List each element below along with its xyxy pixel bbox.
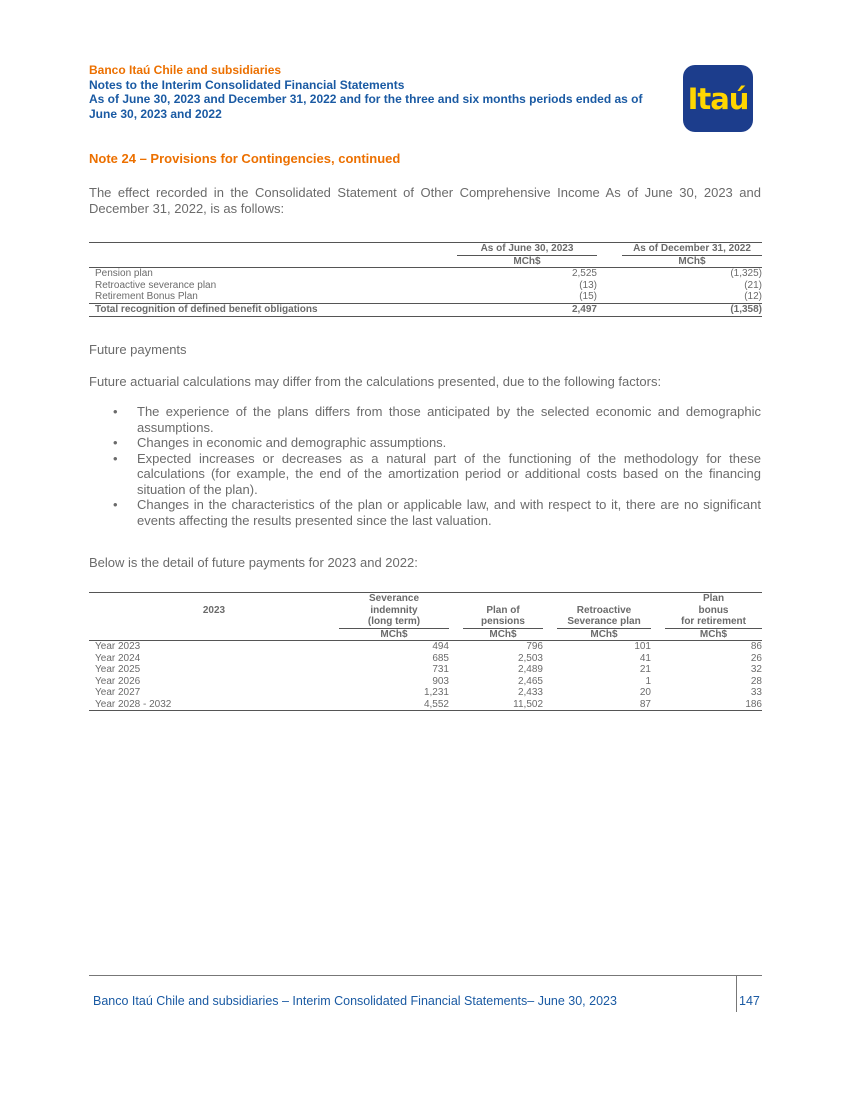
total-row: Total recognition of defined benefit obligations 2,497 (1,358) [89, 303, 762, 316]
footer-vertical-divider [736, 976, 737, 1012]
list-item: • The experience of the plans differs from those anticipated by the selected economic and demographic assumptions. [113, 404, 761, 435]
detail-intro: Below is the detail of future payments for 2023 and 2022: [89, 555, 418, 570]
t1-unit-2: MCh$ [678, 255, 706, 267]
t1-unit-1: MCh$ [513, 255, 541, 267]
note-title: Note 24 – Provisions for Contingencies, continued [89, 151, 401, 166]
table-row: Retroactive severance plan (13) (21) [95, 279, 762, 291]
list-item: • Changes in the characteristics of the plan or applicable law, and with respect to it, there are no significant events affecting the results presented since the last valuation. [113, 497, 761, 528]
intro-paragraph: The effect recorded in the Consolidated Statement of Other Comprehensive Income As of June 30, 2023 and December 31, 2022, is as follows: [89, 185, 761, 216]
list-item: • Expected increases or decreases as a natural part of the functioning of the methodology for these calculations (for example, the end of the amortization period or additional costs based on the financing situation of the plan). [113, 450, 761, 497]
header-line-1: Notes to the Interim Consolidated Financial Statements [89, 77, 405, 92]
footer-text: Banco Itaú Chile and subsidiaries – Interim Consolidated Financial Statements– June 30, 2023 [93, 994, 617, 1008]
table-row: Year 2024 685 2,503 41 26 [95, 652, 762, 664]
table-row: Year 2023 494 796 101 86 [95, 641, 762, 652]
page-number: 147 [739, 994, 760, 1008]
table-row: Pension plan 2,525 (1,325) [95, 268, 762, 280]
t1-col1-header: As of June 30, 2023 [457, 243, 597, 256]
future-payments-title: Future payments [89, 342, 187, 357]
list-item: • Changes in economic and demographic assumptions. [113, 435, 447, 450]
document-header [89, 63, 679, 121]
t1-col2-header: As of December 31, 2022 [622, 243, 762, 256]
table-row: Retirement Bonus Plan (15) (12) [89, 291, 762, 303]
logo-text: Itaú [687, 81, 749, 116]
table-row: Year 2028 - 2032 4,552 11,502 87 186 [89, 699, 762, 711]
table-row: Year 2025 731 2,489 21 32 [95, 664, 762, 675]
factors-list [113, 404, 761, 528]
t2-year-header: 2023 [202, 604, 226, 616]
future-payments-table: Severance Plan 2023 indemnity Plan of Retroactive bonus (long term) pensions Severance plan for retirement MCh$ MCh$ MCh$ MCh$ Year 2023 494 796 101 86 Year 2024 685 2,503 41 26 Year 2025 731 2,489 21 32 Year 2026 903 2,465 1 28 Year 2027 1,231 2,433 20 33 Year 2028 - 2032 4,552 11,502 87 186 [89, 592, 762, 711]
table-row: Year 2027 1,231 2,433 20 33 [95, 687, 762, 698]
footer-divider [89, 975, 762, 976]
itau-logo [683, 65, 753, 132]
oci-effect-table [89, 242, 762, 317]
header-line-3: June 30, 2023 and 2022 [89, 106, 222, 121]
header-line-2: As of June 30, 2023 and December 31, 2022 and for the three and six months periods ended as of [89, 92, 643, 106]
factors-intro: Future actuarial calculations may differ from the calculations presented, due to the following factors: [89, 374, 662, 389]
table-row: Year 2026 903 2,465 1 28 [95, 675, 762, 687]
header-company: Banco Itaú Chile and subsidiaries [89, 63, 282, 77]
